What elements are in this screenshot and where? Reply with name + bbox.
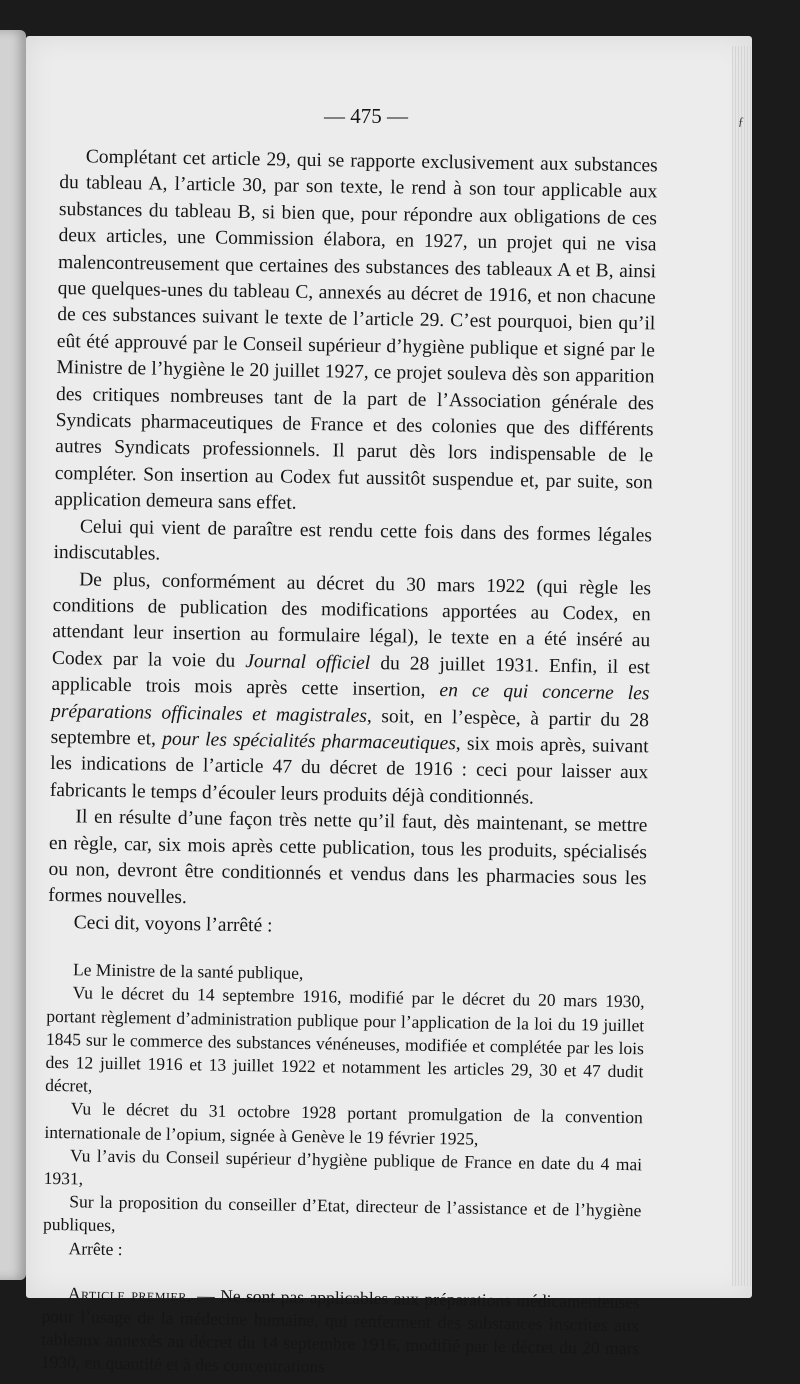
book-page — [26, 36, 752, 1377]
paragraph: Celui qui vient de paraître est rendu cette fois dans des formes légales indiscutables. — [53, 516, 653, 565]
decree-article — [41, 1282, 640, 1384]
decree-vu: Vu le décret du 31 octobre 1928 portant promulgation de la convention internationale de l’opium, signée à Genève le 19 février 1925, — [44, 1098, 643, 1149]
text-run: du 28 juillet 1931. Enfin, il est applicable trois mois après cette insertion, — [51, 652, 651, 702]
decree-sur: Sur la proposition du conseiller d’Etat, directeur de l’assistance et de l’hygiène publiques, — [42, 1191, 642, 1236]
edge-mark: ƒ — [738, 114, 744, 128]
facing-page-edge — [0, 30, 26, 1280]
decree-minister: Le Ministre de la santé publique, — [72, 959, 304, 984]
page-number: — 475 — — [324, 104, 408, 128]
text-run: De plus, conformément au décret du 30 mars 1922 (qui règle les conditions de publication des modifications apportées au Codex, en attendant leur insertion au formulaire légal), le texte en a été inséré au Codex par la voie du — [51, 568, 652, 672]
italic-run: en ce qui concerne les préparations officinales et magistrales — [50, 680, 650, 727]
article-text: — Ne sont pas applicables aux préparations médicamenteuses pour l’usage de la médecine humaine, qui renferment des substances inscrites aux tableaux annexés au décret du 14 septembre 1916, modifié par le décret du 20 mars 1930, en quantité et à des concentrations — [40, 1285, 641, 1377]
decree-arrete: Arrête : — [68, 1237, 123, 1259]
paragraph — [50, 566, 652, 813]
paragraph: Ceci dit, voyons l’arrêté : — [73, 912, 273, 937]
paragraph: Complétant cet article 29, qui se rapporte exclusivement aux substances du tableau A, l’article 30, par son texte, le rend à son tour applicable aux substances du tableau B, si bien que, pour répondre aux obligations de ces deux articles, une Commission élabora, en 1927, un projet qui ne visa malencontreusement que certaines des substances des tableaux A et B, ainsi que quelques-unes du tableau C, annexés au décret de 1916, et non chacune de ces substances suivant le texte de l’article 29. C’est pourquoi, bien qu’il eût été approuvé par le Conseil supérieur d’hygiène publique et signé par le Ministre de l’hygiène le 20 juillet 1927, ce projet souleva dès son apparition des critiques nombreuses tant de la part de l’Association générale des Syndicats pharmaceutiques de France et des colonies que des différents autres Syndicats professionnels. Il parut dès lors indispensable de le compléter. Son insertion au Codex fut aussitôt suspendue et, par suite, son application demeura sans effet. — [54, 146, 658, 515]
italic-run: pour les spécialités pharmaceutiques — [162, 728, 457, 755]
text-run: , soit, en l’espèce, à partir du 28 septembre et, — [50, 705, 650, 750]
text-run: , six mois après, suivant les indications de l’article 47 du décret de 1916 : ceci pour laisser aux fabricants le temps d’écouler leurs produits déjà conditionnés. — [49, 733, 649, 809]
page-stack-edge — [732, 46, 752, 1286]
decree-text — [41, 958, 645, 1384]
paragraph: Il en résulte d’une façon très nette qu’il faut, dès maintenant, se mettre en règle, car, six mois après cette publication, tous les produits, spécialisés ou non, devront être conditionnés et vendus dans les pharmacies sous les formes nouvelles. — [48, 806, 648, 909]
article-heading: Article premier. — [67, 1283, 192, 1306]
decree-vu: Vu le décret du 14 septembre 1916, modifié par le décret du 20 mars 1930, portant règlement d’administration publique pour l’application de la loi du 19 juillet 1845 sur le commerce des substances vénéneuses, modifiée et complétée par les lois des 12 juillet 1916 et 13 juillet 1922 et notamment les articles 29, 30 et 47 dudit décret, — [45, 982, 645, 1096]
decree-vu: Vu l’avis du Conseil supérieur d’hygiène publique de France en date du 4 mai 1931, — [43, 1145, 643, 1189]
italic-run: Journal officiel — [245, 650, 371, 674]
body-text — [41, 144, 658, 1384]
